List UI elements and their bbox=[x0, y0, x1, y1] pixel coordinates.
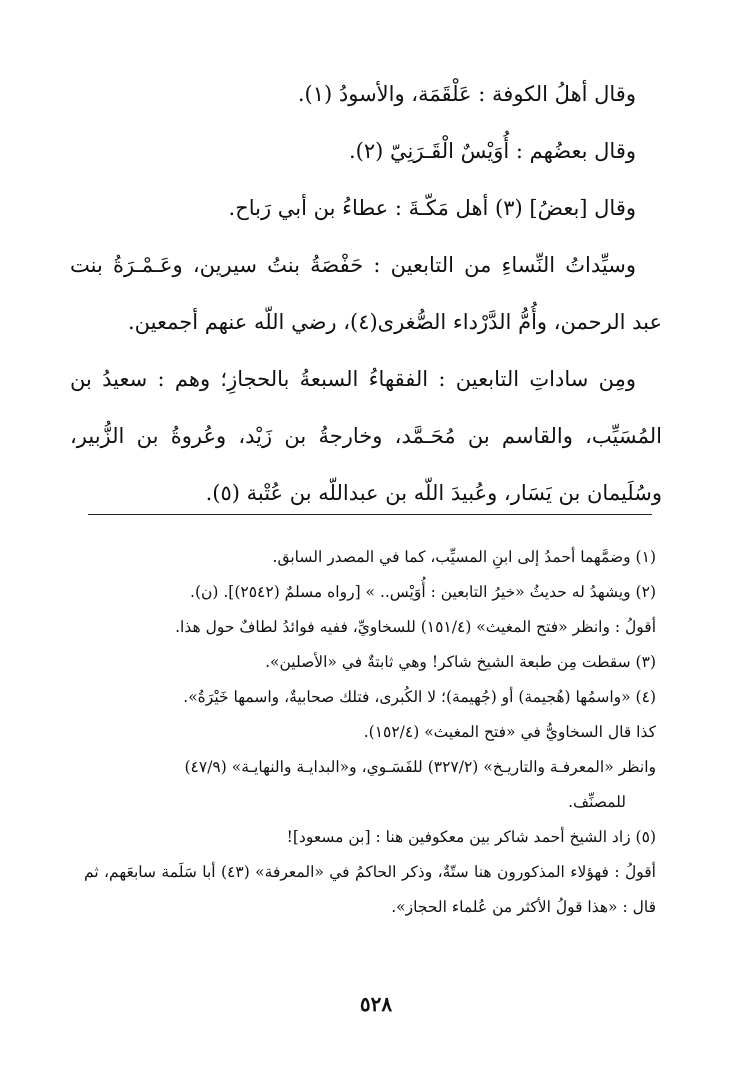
footnote-separator bbox=[88, 514, 652, 515]
footnote: أقولُ : فهؤلاء المذكورون هنا ستّةٌ، وذكر الحاكمُ في «المعرفة» (٤٣) أبا سَلَمة سابعَهم، ثم قال : «هذا قولُ الأكثر من عُلماء الحجاز». bbox=[84, 863, 656, 916]
page-number: ٥٢٨ bbox=[359, 992, 393, 1016]
footnote: كذا قال السخاويُّ في «فتح المغيث» (١٥٢/٤). bbox=[363, 723, 656, 741]
footnotes bbox=[84, 540, 656, 925]
main-paragraph: وسيِّداتُ النِّساءِ من التابعين : حَفْصَةُ بنتُ سيرين، وعَـمْـرَةُ بنت عبد الرحمن، وأُمُّ الدَّرْداء الصُّغرى(٤)، رضي اللّه عنهم أجمعين. bbox=[70, 253, 662, 334]
footnote: (٢) ويشهدُ له حديثُ «خيرُ التابعين : أُوَيْس.. » [رواه مسلمٌ (٢٥٤٢)]. (ن). bbox=[190, 583, 656, 601]
footnote: للمصنِّف. bbox=[568, 793, 626, 811]
footnote: أقولُ : وانظر «فتح المغيث» (١٥١/٤) للسخاويِّ، ففيه فوائدُ لطافٌ حول هذا. bbox=[175, 618, 656, 636]
main-paragraph: ومِن ساداتِ التابعين : الفقهاءُ السبعةُ بالحجازِ؛ وهم : سعيدُ بن المُسَيِّب، والقاسم بن مُحَـمَّد، وخارجةُ بن زَيْد، وعُروةُ بن الزُّبير، وسُلَيمان بن يَسَار، وعُبيدَ اللّه بن عبداللّه بن عُتْبة (٥). bbox=[70, 367, 663, 505]
footnote: (١) وضمَّهما أحمدُ إلى ابنِ المسيِّب، كما في المصدر السابق. bbox=[272, 548, 656, 566]
main-line: وقال بعضُهم : أُوَيْسٌ الْقَـرَنِيّ (٢). bbox=[348, 139, 636, 163]
main-line: وقال [بعضُ] (٣) أهل مَكّـةَ : عطاءُ بن أبي رَباح. bbox=[228, 196, 636, 220]
main-line: وقال أهلُ الكوفة : عَلْقَمَة، والأسودُ (١). bbox=[297, 82, 636, 106]
footnote: وانظر «المعرفـة والتاريـخ» (٣٢٧/٢) للفَسَـوي، و«البدايـة والنهايـة» (٤٧/٩) bbox=[184, 758, 656, 776]
main-text bbox=[70, 66, 662, 522]
footnote: (٤) «واسمُها (هُجيمة) أو (جُهيمة)؛ لا الكُبرى، فتلك صحابيةٌ، واسمها خَيْرَةُ». bbox=[183, 688, 656, 706]
footnote: (٥) زاد الشيخ أحمد شاكر بين معكوفين هنا : [بن مسعود]! bbox=[286, 828, 656, 846]
footnote: (٣) سقطت مِن طبعة الشيخ شاكر! وهي ثابتةٌ في «الأصلين». bbox=[265, 653, 656, 671]
